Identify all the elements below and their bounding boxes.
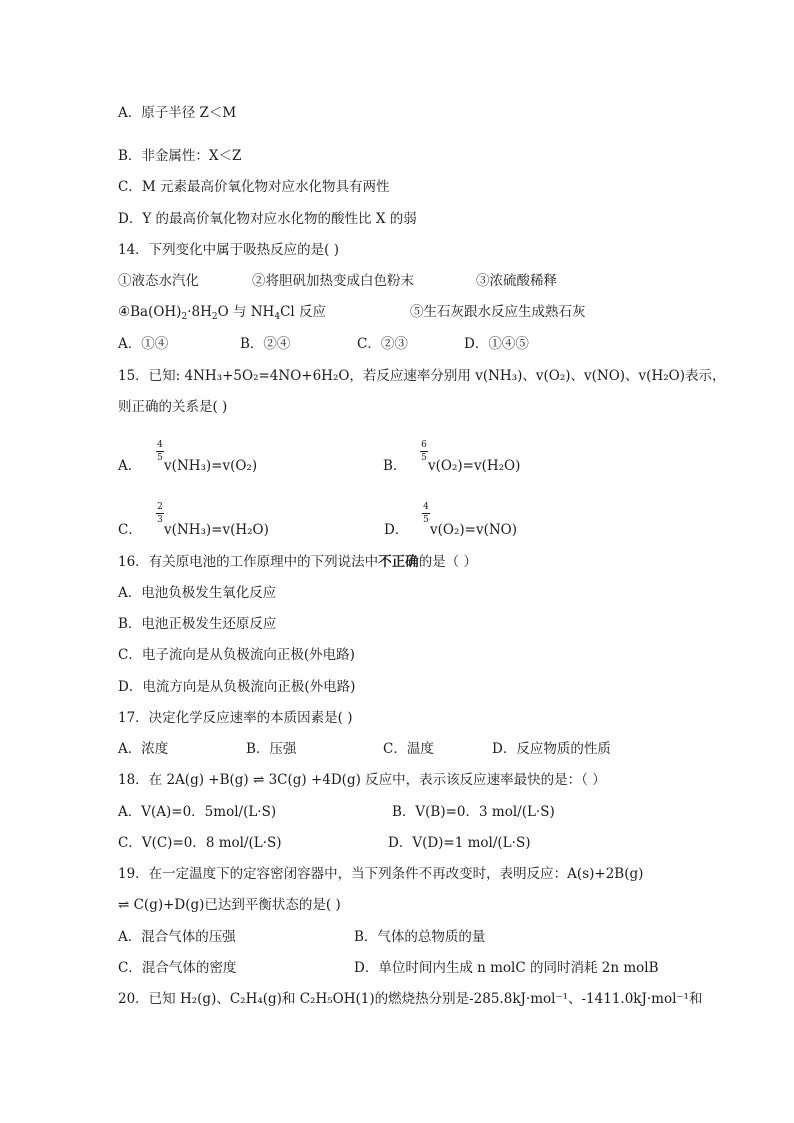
q16-option-d: D．电流方向是从负极流向正极(外电路) — [118, 679, 356, 695]
q13-option-a: A．原子半径 Z＜M — [118, 105, 237, 121]
q17-stem: 17．决定化学反应速率的本质因素是( ) — [118, 710, 353, 726]
q19-stem-line2: ⇌ C(g)+D(g)已达到平衡状态的是( ) — [118, 897, 341, 913]
q15-option-b-label: B． — [383, 458, 407, 474]
q19-stem-line1: 19．在一定温度下的定容密闭容器中，当下列条件不再改变时，表明反应：A(s)+2B(g) — [118, 866, 644, 882]
q18-option-c: C．V(C)=0．8 mol/(L·S) — [118, 835, 282, 851]
q14-item-3: ③浓硫酸稀释 — [476, 273, 557, 289]
q16-option-c: C．电子流向是从负极流向正极(外电路) — [118, 647, 355, 663]
q19-option-d: D．单位时间内生成 n molC 的同时消耗 2n molB — [354, 960, 659, 976]
q18-option-b: B．V(B)=0．3 mol/(L·S) — [392, 804, 555, 820]
q15-option-c-label: C． — [118, 522, 142, 538]
q16-stem: 16．有关原电池的工作原理中的下列说法中不正确的是（ ） — [118, 554, 477, 570]
q19-option-c: C．混合气体的密度 — [118, 960, 237, 976]
q19-option-b: B．气体的总物质的量 — [354, 929, 486, 945]
q13-option-d: D．Y 的最高价氧化物对应水化物的酸性比 X 的弱 — [118, 211, 417, 227]
q19-option-a: A．混合气体的压强 — [118, 929, 236, 945]
q15-option-d-label: D． — [384, 522, 409, 538]
q14-option-d: D．①④⑤ — [464, 336, 529, 352]
q15-option-a-expr: v(NH₃)=v(O₂) — [164, 458, 258, 474]
q17-option-a: A．浓度 — [118, 741, 169, 757]
q15-option-d-expr: v(O₂)=v(NO) — [430, 522, 517, 538]
q15-option-d-fraction: 4 5 — [423, 502, 429, 525]
q15-stem-line1: 15．已知: 4NH₃+5O₂=4NO+6H₂O，若反应速率分别用 v(NH₃)、v(O₂)、v(NO)、v(H₂O)表示， — [118, 368, 726, 384]
q13-option-b: B．非金属性：X＜Z — [118, 148, 242, 164]
q14-option-a: A．①④ — [118, 336, 169, 352]
q15-option-c-fraction: 2 3 — [157, 502, 163, 525]
q15-option-b-expr: v(O₂)=v(H₂O) — [428, 458, 521, 474]
q14-item-5: ⑤生石灰跟水反应生成熟石灰 — [410, 304, 586, 320]
q14-item-1: ①液态水汽化 — [118, 273, 199, 289]
q14-option-c: C．②③ — [357, 336, 408, 352]
q18-option-a: A．V(A)=0．5mol/(L·S) — [118, 804, 277, 820]
q14-item-4: $④Ba(OH)_2\cdot 8H_2O$ 与 $NH_4Cl$ 反应 — [118, 304, 327, 322]
q17-option-d: D．反应物质的性质 — [492, 741, 611, 757]
q15-option-a-fraction: 4 5 — [157, 440, 163, 463]
q14-item-2: ②将胆矾加热变成白色粉末 — [252, 273, 414, 289]
q20-stem-line1: 20．已知 H₂(g)、C₂H₄(g)和 C₂H₅OH(1)的燃烧热分别是-285.8kJ·mol⁻¹、-1411.0kJ·mol⁻¹和 — [118, 991, 703, 1007]
q14-stem: 14．下列变化中属于吸热反应的是( ) — [118, 242, 340, 258]
q18-stem: 18．在 2A(g) +B(g) ⇌ 3C(g) +4D(g) 反应中，表示该反应速率最快的是：（ ） — [118, 772, 606, 788]
q18-option-d: D．V(D)=1 mol/(L·S) — [388, 835, 531, 851]
q16-emphasis: 不正确 — [378, 554, 419, 570]
q16-option-b: B．电池正极发生还原反应 — [118, 616, 277, 632]
q17-option-b: B．压强 — [246, 741, 297, 757]
q15-option-b-fraction: 6 5 — [421, 440, 427, 463]
q15-option-a-label: A． — [118, 458, 142, 474]
q14-option-b: B．②④ — [240, 336, 291, 352]
q17-option-c: C．温度 — [383, 741, 434, 757]
q15-option-c-expr: v(NH₃)=v(H₂O) — [164, 522, 269, 538]
q15-stem-line2: 则正确的关系是( ) — [118, 399, 228, 415]
q16-option-a: A．电池负极发生氧化反应 — [118, 585, 277, 601]
q13-option-c: C．M 元素最高价氧化物对应水化物具有两性 — [118, 179, 390, 195]
